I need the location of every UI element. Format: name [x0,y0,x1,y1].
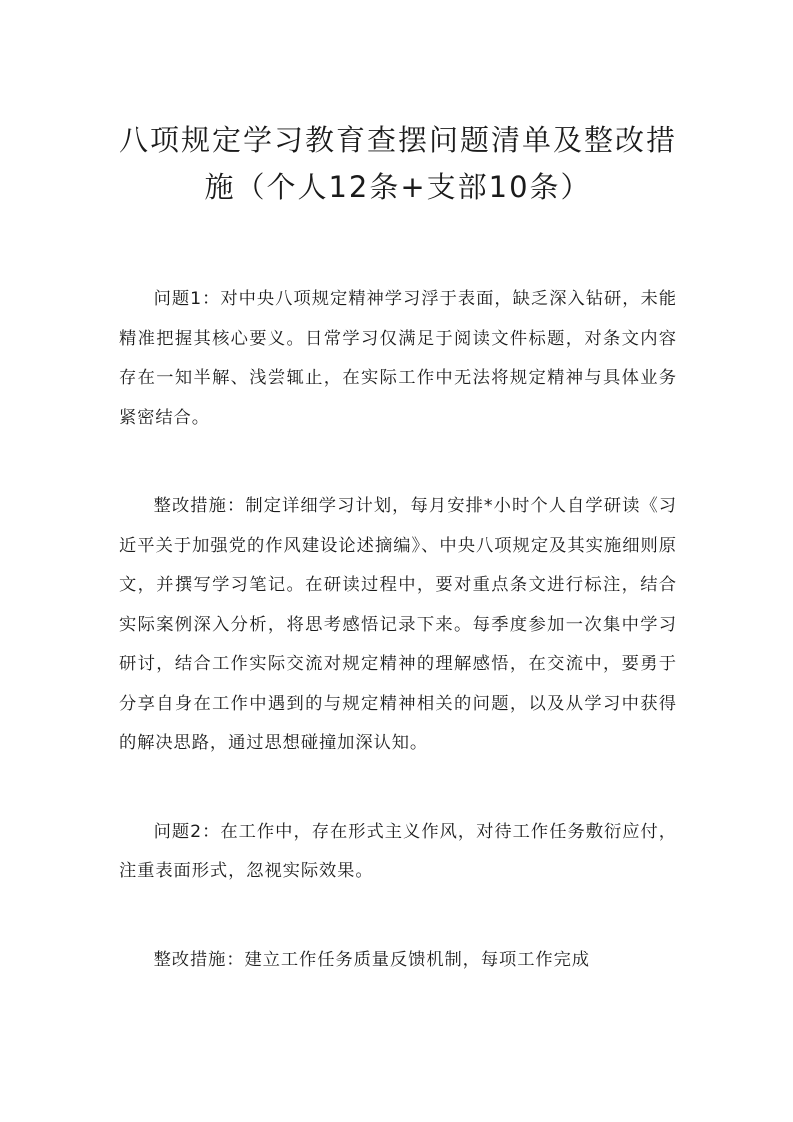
issue-1-paragraph: 问题1：对中央八项规定精神学习浮于表面，缺乏深入钻研，未能精准把握其核心要义。日常学习仅满足于阅读文件标题，对条文内容存在一知半解、浅尝辄止，在实际工作中无法将规定精神与具体业务紧密结合。 [119,289,677,428]
issue-2-paragraph: 问题2：在工作中，存在形式主义作风，对待工作任务敷衍应付，注重表面形式，忽视实际效果。 [119,821,677,881]
paragraph-spacer [119,764,677,813]
paragraph-spacer [119,438,677,487]
document-body [119,280,677,980]
rectification-2-paragraph: 整改措施：建立工作任务质量反馈机制，每项工作完成 [153,949,590,970]
document-title: 八项规定学习教育查摆问题清单及整改措施（个人12条+支部10条） [118,123,677,204]
paragraph-spacer [119,892,677,941]
rectification-1-paragraph: 整改措施：制定详细学习计划，每月安排*小时个人自学研读《习近平关于加强党的作风建设论述摘编》、中央八项规定及其实施细则原文，并撰写学习笔记。在研读过程中，要对重点条文进行标注，结合实际案例深入分析，将思考感悟记录下来。每季度参加一次集中学习研讨，结合工作实际交流对规定精神的理解感悟，在交流中，要勇于分享自身在工作中遇到的与规定精神相关的问题，以及从学习中获得的解决思路，通过思想碰撞加深认知。 [119,496,677,753]
